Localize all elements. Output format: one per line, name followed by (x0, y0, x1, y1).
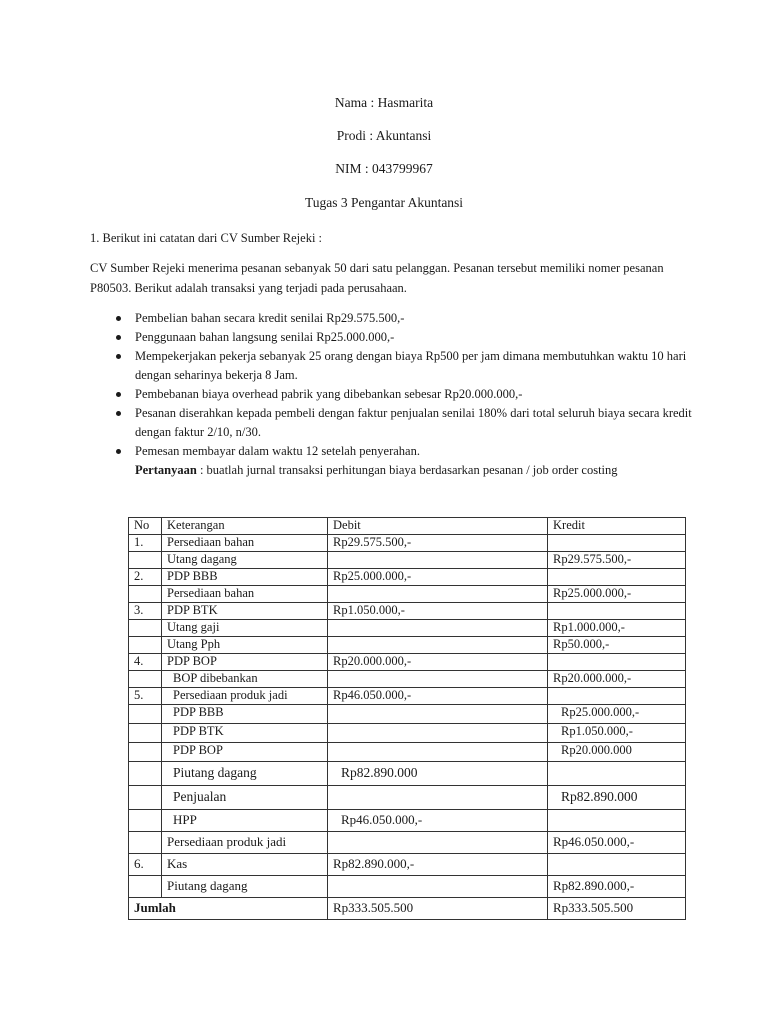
list-item: Pembelian bahan secara kredit senilai Rp29.575.500,- (113, 309, 693, 328)
cell-no: 5. (129, 688, 162, 705)
cell-kredit: Rp25.000.000,- (548, 586, 686, 603)
table-row (129, 762, 686, 786)
cell-keterangan: PDP BTK (162, 724, 328, 743)
cell-keterangan: Persediaan bahan (162, 586, 328, 603)
header-debit: Debit (328, 518, 548, 535)
cell-no: 1. (129, 535, 162, 552)
cell-no (129, 586, 162, 603)
total-debit: Rp333.505.500 (328, 898, 548, 920)
cell-kredit (548, 854, 686, 876)
table-row (129, 654, 686, 671)
cell-no: 3. (129, 603, 162, 620)
cell-keterangan: BOP dibebankan (162, 671, 328, 688)
table-row (129, 603, 686, 620)
question-text: : buatlah jurnal transaksi perhitungan biaya berdasarkan pesanan / job order costing (196, 463, 618, 477)
table-row (129, 552, 686, 569)
cell-debit: Rp82.890.000,- (328, 854, 548, 876)
total-label: Jumlah (129, 898, 328, 920)
cell-kredit (548, 569, 686, 586)
cell-kredit: Rp25.000.000,- (548, 705, 686, 724)
cell-debit (328, 876, 548, 898)
cell-keterangan: PDP BOP (162, 743, 328, 762)
list-item: Mempekerjakan pekerja sebanyak 25 orang dengan biaya Rp500 per jam dimana membutuhkan waktu 10 hari dengan seharinya bekerja 8 Jam. (113, 347, 693, 385)
cell-kredit: Rp1.000.000,- (548, 620, 686, 637)
list-item: Pembebanan biaya overhead pabrik yang dibebankan sebesar Rp20.000.000,- (113, 385, 693, 404)
list-item-text: Pemesan membayar dalam waktu 12 setelah penyerahan. (135, 444, 420, 458)
cell-debit: Rp29.575.500,- (328, 535, 548, 552)
cell-keterangan: Kas (162, 854, 328, 876)
cell-debit (328, 705, 548, 724)
table-header-row (129, 518, 686, 535)
cell-keterangan: Persediaan bahan (162, 535, 328, 552)
cell-no (129, 786, 162, 810)
cell-no: 6. (129, 854, 162, 876)
cell-debit (328, 786, 548, 810)
total-kredit: Rp333.505.500 (548, 898, 686, 920)
cell-kredit: Rp82.890.000,- (548, 876, 686, 898)
cell-no (129, 637, 162, 654)
cell-keterangan: Piutang dagang (162, 762, 328, 786)
table-row (129, 586, 686, 603)
cell-kredit (548, 535, 686, 552)
table-row (129, 724, 686, 743)
cell-keterangan: Utang gaji (162, 620, 328, 637)
study-program: Prodi : Akuntansi (336, 128, 432, 143)
table-row (129, 810, 686, 832)
cell-debit (328, 724, 548, 743)
cell-debit: Rp46.050.000,- (328, 688, 548, 705)
cell-kredit (548, 762, 686, 786)
cell-debit (328, 586, 548, 603)
cell-no (129, 876, 162, 898)
cell-kredit (548, 688, 686, 705)
header-no: No (129, 518, 162, 535)
transaction-list (113, 309, 693, 480)
journal-table (128, 517, 686, 920)
cell-keterangan: PDP BBB (162, 569, 328, 586)
table-row (129, 535, 686, 552)
cell-debit (328, 832, 548, 854)
cell-no (129, 705, 162, 724)
cell-kredit: Rp20.000.000,- (548, 671, 686, 688)
cell-keterangan: Persediaan produk jadi (162, 688, 328, 705)
cell-debit (328, 637, 548, 654)
header-kredit: Kredit (548, 518, 686, 535)
cell-keterangan: Utang Pph (162, 637, 328, 654)
intro-line: 1. Berikut ini catatan dari CV Sumber Rejeki : (90, 231, 323, 245)
question-label: Pertanyaan (135, 463, 197, 477)
table-total-row (129, 898, 686, 920)
student-name: Nama : Hasmarita (334, 95, 434, 110)
cell-kredit: Rp29.575.500,- (548, 552, 686, 569)
cell-no (129, 620, 162, 637)
table-row (129, 569, 686, 586)
cell-debit: Rp25.000.000,- (328, 569, 548, 586)
cell-debit: Rp46.050.000,- (328, 810, 548, 832)
cell-no: 4. (129, 654, 162, 671)
cell-no (129, 552, 162, 569)
cell-kredit: Rp82.890.000 (548, 786, 686, 810)
cell-keterangan: PDP BTK (162, 603, 328, 620)
cell-no (129, 832, 162, 854)
list-item: Pesanan diserahkan kepada pembeli dengan faktur penjualan senilai 180% dari total seluruh biaya secara kredit dengan faktur 2/10, n/30. (113, 404, 693, 442)
list-item: Penggunaan bahan langsung senilai Rp25.000.000,- (113, 328, 693, 347)
list-item (113, 442, 693, 480)
cell-debit: Rp1.050.000,- (328, 603, 548, 620)
cell-debit: Rp20.000.000,- (328, 654, 548, 671)
cell-keterangan: Penjualan (162, 786, 328, 810)
cell-no (129, 762, 162, 786)
cell-debit (328, 552, 548, 569)
table-row (129, 688, 686, 705)
cell-keterangan: PDP BBB (162, 705, 328, 724)
case-paragraph: CV Sumber Rejeki menerima pesanan sebanyak 50 dari satu pelanggan. Pesanan tersebut memiliki nomer pesanan P80503. Berikut adalah transaksi yang terjadi pada perusahaan. (90, 261, 664, 295)
table-row (129, 620, 686, 637)
cell-no: 2. (129, 569, 162, 586)
cell-keterangan: Utang dagang (162, 552, 328, 569)
cell-debit (328, 620, 548, 637)
cell-kredit (548, 654, 686, 671)
cell-kredit (548, 810, 686, 832)
cell-debit (328, 671, 548, 688)
cell-kredit (548, 603, 686, 620)
cell-kredit: Rp46.050.000,- (548, 832, 686, 854)
table-row (129, 854, 686, 876)
table-row (129, 743, 686, 762)
table-row (129, 786, 686, 810)
cell-no (129, 724, 162, 743)
student-id: NIM : 043799967 (335, 161, 433, 176)
table-row (129, 671, 686, 688)
cell-debit (328, 743, 548, 762)
cell-kredit: Rp50.000,- (548, 637, 686, 654)
cell-no (129, 810, 162, 832)
header-keterangan: Keterangan (162, 518, 328, 535)
cell-debit: Rp82.890.000 (328, 762, 548, 786)
question (135, 461, 693, 480)
table-row (129, 637, 686, 654)
cell-no (129, 743, 162, 762)
cell-keterangan: Persediaan produk jadi (162, 832, 328, 854)
table-row (129, 876, 686, 898)
cell-no (129, 671, 162, 688)
cell-keterangan: HPP (162, 810, 328, 832)
table-row (129, 705, 686, 724)
assignment-title: Tugas 3 Pengantar Akuntansi (304, 195, 464, 210)
cell-keterangan: Piutang dagang (162, 876, 328, 898)
cell-keterangan: PDP BOP (162, 654, 328, 671)
table-row (129, 832, 686, 854)
cell-kredit: Rp20.000.000 (548, 743, 686, 762)
cell-kredit: Rp1.050.000,- (548, 724, 686, 743)
